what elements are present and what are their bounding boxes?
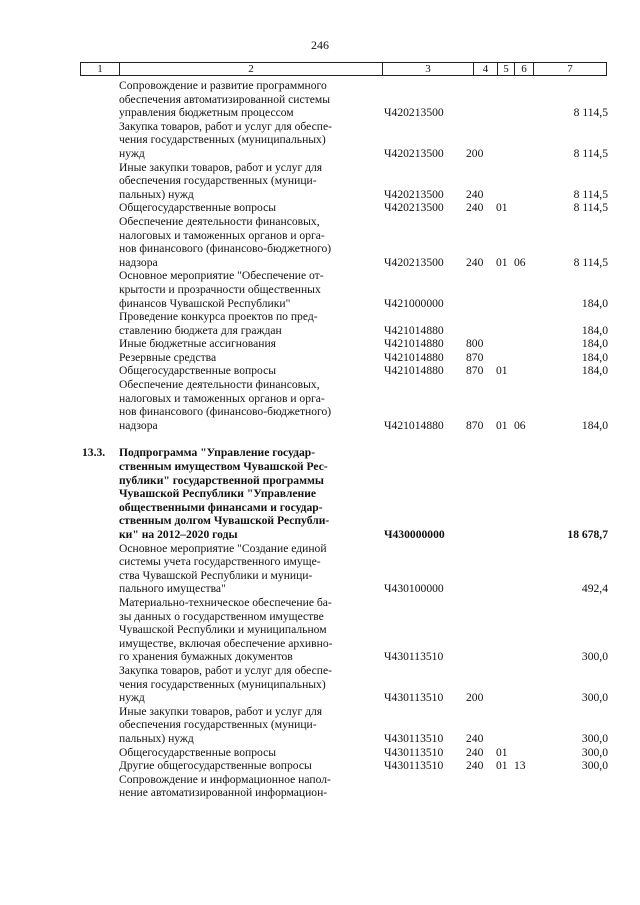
header-col-1: 1 <box>81 63 120 75</box>
row-amount: 184,0 <box>581 296 608 310</box>
row-amount: 184,0 <box>581 350 608 364</box>
table-row <box>0 351 640 365</box>
row-code: Ч420213500 <box>384 146 444 160</box>
header-col-6: 6 <box>515 63 534 75</box>
table-row <box>0 596 640 664</box>
row-code: Ч430113510 <box>384 650 444 664</box>
table-header <box>80 62 607 76</box>
header-col-7: 7 <box>567 63 573 75</box>
table-row <box>0 201 640 215</box>
table-row <box>0 446 640 541</box>
row-code: Ч430113510 <box>384 759 444 773</box>
row-expense-type: 870 <box>466 418 484 432</box>
row-code: Ч420213500 <box>384 255 444 269</box>
table-body <box>0 79 640 800</box>
row-section: 01 <box>496 745 508 759</box>
row-name: Обеспечение деятельности финансовых, налоговых и таможенных органов и орга- нов финансового (финансово-бюджетного) надзора <box>119 214 332 269</box>
row-name: Материально-техническое обеспечение ба- зы данных о государственном имуществе Чувашской Республики и муниципальном имуществе, включая обеспечение архивно- го хранения бумажных документов <box>119 595 333 664</box>
row-name: Сопровождение и развитие программного обеспечения автоматизированной системы управления бюджетным процессом <box>119 79 330 120</box>
row-subsection: 06 <box>514 255 526 269</box>
row-section: 01 <box>496 418 508 432</box>
row-number: 13.3. <box>82 446 106 460</box>
row-name: Проведение конкурса проектов по пред- ставлению бюджета для граждан <box>119 310 318 337</box>
row-amount: 8 114,5 <box>573 106 608 120</box>
row-expense-type: 240 <box>466 201 484 215</box>
row-subsection: 06 <box>514 418 526 432</box>
row-code: Ч420213500 <box>384 187 444 201</box>
table-row <box>0 310 640 337</box>
table-row <box>0 161 640 202</box>
row-name: Закупка товаров, работ и услуг для обеспе- чения государственных (муниципальных) нужд <box>119 119 332 160</box>
row-amount: 184,0 <box>581 323 608 337</box>
row-code: Ч421014880 <box>384 323 444 337</box>
table-row <box>0 773 640 800</box>
row-code: Ч421014880 <box>384 350 444 364</box>
row-code: Ч430113510 <box>384 691 444 705</box>
row-name: Закупка товаров, работ и услуг для обеспе- чения государственных (муниципальных) нужд <box>119 663 332 705</box>
row-amount: 492,4 <box>581 582 608 596</box>
row-amount: 300,0 <box>581 745 608 759</box>
table-row <box>0 79 640 120</box>
table-row <box>0 746 640 760</box>
row-name: Подпрограмма "Управление государ- ственным имуществом Чувашской Рес- публики" государственной программы Чувашской Республики "Управление общественными финансами и государ- ственным долгом Чувашской Республи- ки" на 2012–2020 годы <box>119 446 330 541</box>
row-amount: 300,0 <box>581 691 608 705</box>
table-row <box>0 364 640 378</box>
row-code: Ч430000000 <box>384 528 445 541</box>
row-name: Основное мероприятие "Создание единой системы учета государственного имуще- ства Чувашской Республики и муници- пального имущества" <box>119 541 327 596</box>
row-expense-type: 240 <box>466 731 484 745</box>
row-expense-type: 200 <box>466 691 484 705</box>
row-expense-type: 870 <box>466 364 484 378</box>
row-name: Обеспечение деятельности финансовых, налоговых и таможенных органов и орга- нов финансового (финансово-бюджетного) надзора <box>119 378 332 432</box>
row-expense-type: 870 <box>466 350 484 364</box>
row-amount: 300,0 <box>581 731 608 745</box>
row-name: Общегосударственные вопросы <box>119 745 277 759</box>
row-expense-type: 200 <box>466 146 484 160</box>
header-col-5: 5 <box>498 63 515 75</box>
row-expense-type: 240 <box>466 187 484 201</box>
row-code: Ч420213500 <box>384 106 444 120</box>
row-expense-type: 240 <box>466 745 484 759</box>
row-amount: 184,0 <box>581 418 608 432</box>
row-code: Ч421014880 <box>384 364 444 378</box>
row-expense-type: 800 <box>466 337 484 351</box>
row-name: Общегосударственные вопросы <box>119 364 277 378</box>
row-name: Общегосударственные вопросы <box>119 201 277 215</box>
table-row <box>0 705 640 746</box>
row-amount: 8 114,5 <box>573 201 608 215</box>
row-code: Ч430113510 <box>384 731 444 745</box>
row-name: Сопровождение и информационное напол- нение автоматизированной информацион- <box>119 772 331 800</box>
row-code: Ч421014880 <box>384 337 444 351</box>
table-row <box>0 337 640 351</box>
page-number: 246 <box>311 38 329 52</box>
row-spacer <box>0 432 640 446</box>
header-col-4: 4 <box>474 63 498 75</box>
row-name: Другие общегосударственные вопросы <box>119 759 312 773</box>
row-expense-type: 240 <box>466 759 484 773</box>
header-col-2: 2 <box>120 63 383 75</box>
row-section: 01 <box>496 364 508 378</box>
row-amount: 8 114,5 <box>573 255 608 269</box>
table-row <box>0 120 640 161</box>
table-row <box>0 542 640 596</box>
row-name: Иные закупки товаров, работ и услуг для обеспечения государственных (муници- пальных) нужд <box>119 160 323 201</box>
row-amount: 300,0 <box>581 650 608 664</box>
table-row <box>0 664 640 705</box>
row-code: Ч420213500 <box>384 201 444 215</box>
row-code: Ч421014880 <box>384 418 444 432</box>
header-col-3: 3 <box>383 63 474 75</box>
table-row <box>0 378 640 432</box>
row-subsection: 13 <box>514 759 526 773</box>
row-expense-type: 240 <box>466 255 484 269</box>
row-amount: 8 114,5 <box>573 146 608 160</box>
row-amount: 300,0 <box>581 759 608 773</box>
row-section: 01 <box>496 759 508 773</box>
row-code: Ч430113510 <box>384 745 444 759</box>
table-row <box>0 269 640 310</box>
row-amount: 8 114,5 <box>573 187 608 201</box>
row-section: 01 <box>496 255 508 269</box>
row-code: Ч421000000 <box>384 296 444 310</box>
table-row <box>0 759 640 773</box>
row-name: Иные закупки товаров, работ и услуг для обеспечения государственных (муници- пальных) нужд <box>119 704 323 745</box>
table-row <box>0 215 640 269</box>
row-name: Основное мероприятие "Обеспечение от- крытости и прозрачности общественных финансов Чувашской Республики" <box>119 269 324 310</box>
row-amount: 184,0 <box>581 337 608 351</box>
row-section: 01 <box>496 201 508 215</box>
row-code: Ч430100000 <box>384 582 444 596</box>
row-name: Иные бюджетные ассигнования <box>119 337 276 351</box>
row-amount: 18 678,7 <box>567 528 608 541</box>
row-amount: 184,0 <box>581 364 608 378</box>
row-name: Резервные средства <box>119 350 217 364</box>
